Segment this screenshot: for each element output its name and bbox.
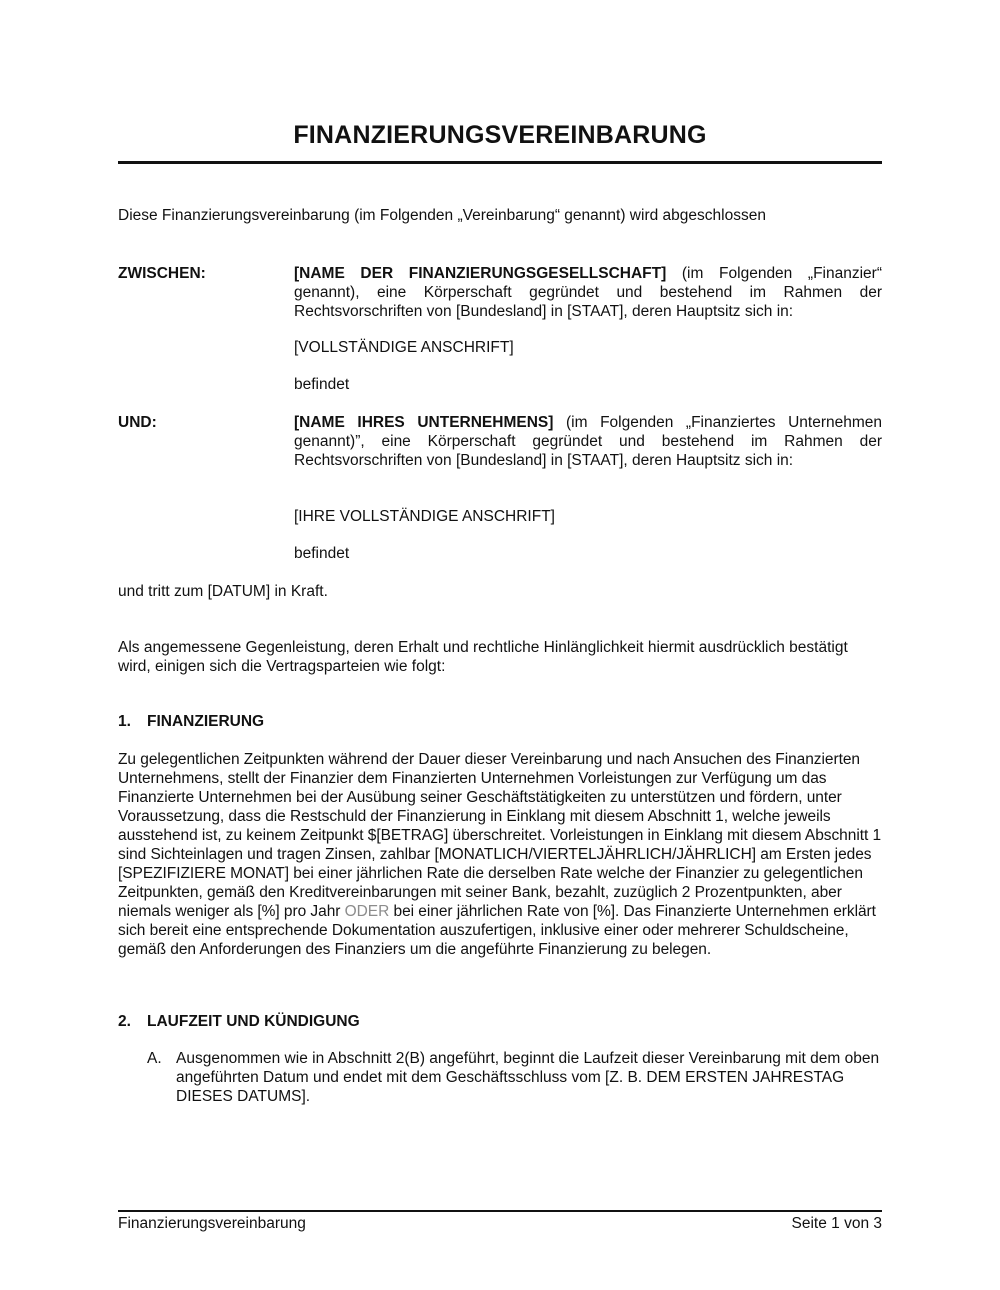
party-description-company [294, 413, 882, 470]
financier-located: befindet [294, 376, 350, 393]
footer-page-number: Seite 1 von 3 [791, 1215, 882, 1232]
financier-description: (im Folgenden „Finanzier“ genannt), eine Körperschaft gegründet und bestehend im Rahmen der Rechtsvorschriften von [Bundesland] in [STAAT], deren Hauptsitz sich in: [294, 265, 883, 320]
financier-address: [VOLLSTÄNDIGE ANSCHRIFT] [294, 339, 514, 356]
effective-date-clause: und tritt zum [DATUM] in Kraft. [118, 583, 328, 600]
section-1-body-part2: bei einer jährlichen Rate von [%]. Das Finanzierte Unternehmen erklärt sich bereit eine entsprechende Dokumentation auszufertigen, inklusive einer oder mehrerer Schuldscheine, gemäß den Anforderungen des Finanziers um die angeführte Finanzierung zu belegen. [118, 903, 876, 958]
item-text: Ausgenommen wie in Abschnitt 2(B) angeführt, beginnt die Laufzeit dieser Vereinbarung mit dem oben angeführten Datum und endet mit dem Geschäftsschluss vom [Z. B. DEM ERSTEN JAHRESTAG DIESES DATUMS]. [176, 1050, 880, 1105]
footer-document-name: Finanzierungsvereinbarung [118, 1215, 306, 1232]
party-description-financier [294, 264, 882, 321]
party-label-between: ZWISCHEN: [118, 265, 206, 282]
company-description: (im Folgenden „Finanziertes Unternehmen genannt)”, eine Körperschaft gegründet und bestehend im Rahmen der Rechtsvorschriften von [Bundesland] in [STAAT], deren Hauptsitz sich in: [294, 414, 882, 469]
party-label-and: UND: [118, 414, 157, 431]
section-1-body-part1: Zu gelegentlichen Zeitpunkten während der Dauer dieser Vereinbarung und nach Ansuchen des Finanzierten Unternehmens, stellt der Finanzier dem Finanzierten Unternehmen Vorleistungen zur Verfügung um das Finanzierte Unternehmen bei der Ausübung seiner Geschäftstätigkeiten zu unterstützen und fördern, unter Voraussetzung, dass die Restschuld der Finanzierung in Einklang mit diesem Abschnitt 1, welche jeweils ausstehend ist, zu keinem Zeitpunkt $[BETRAG] überschreitet. Vorleistungen in Einklang mit diesem Abschnitt 1 sind Sichteinlagen und tragen Zinsen, zahlbar [MONATLICH/VIERTELJÄHRLICH/JÄHRLICH] am Ersten jedes [SPEZIFIZIERE MONAT] bei einer jährlichen Rate die derselben Rate welche der Finanzier zu gelegentlichen Zeitpunkten, gemäß den Kreditvereinbarungen mit seiner Bank, bezahlt, zuzüglich 2 Prozentpunkten, aber niemals weniger als [%] pro Jahr [118, 751, 882, 920]
intro-paragraph: Diese Finanzierungsvereinbarung (im Folgenden „Vereinbarung“ genannt) wird abgeschlossen [118, 207, 766, 224]
section-2-number: 2. [118, 1013, 131, 1030]
consideration-paragraph: Als angemessene Gegenleistung, deren Erhalt und rechtliche Hinlänglichkeit hiermit ausdrücklich bestätigt wird, einigen sich die Vertragsparteien wie folgt: [118, 639, 848, 675]
section-2-heading [118, 1012, 360, 1031]
section-1-body [118, 750, 882, 959]
section-1-number: 1. [118, 713, 131, 730]
item-letter: A. [147, 1050, 162, 1067]
company-name: [NAME IHRES UNTERNEHMENS] [294, 414, 554, 431]
document-title: FINANZIERUNGSVEREINBARUNG [293, 121, 707, 149]
company-located: befindet [294, 545, 350, 562]
footer-divider [118, 1210, 882, 1212]
or-alternative-marker: ODER [344, 903, 390, 920]
section-1-heading [118, 712, 264, 731]
title-divider [118, 161, 882, 164]
company-address: [IHRE VOLLSTÄNDIGE ANSCHRIFT] [294, 508, 555, 525]
section-2-title: LAUFZEIT UND KÜNDIGUNG [147, 1013, 360, 1030]
financier-name: [NAME DER FINANZIERUNGSGESELLSCHAFT] [294, 265, 667, 282]
section-1-title: FINANZIERUNG [147, 713, 265, 730]
